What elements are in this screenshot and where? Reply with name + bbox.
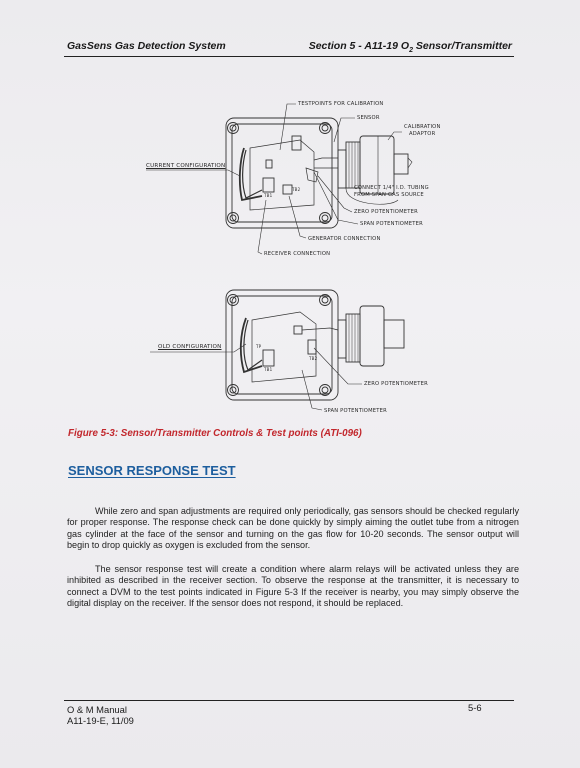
label-calibration: CALIBRATION xyxy=(404,124,441,130)
header-section-subscript: 2 xyxy=(409,47,413,55)
footer-manual-name: O & M Manual xyxy=(67,704,127,715)
page-number: 5-6 xyxy=(468,702,482,713)
label-tb1: TB1 xyxy=(264,193,273,198)
label-tb2-old: TB2 xyxy=(309,356,318,361)
label-current-configuration: CURRENT CONFIGURATION xyxy=(146,163,226,169)
label-adaptor: ADAPTOR xyxy=(409,131,436,137)
footer-rule xyxy=(64,700,514,701)
label-zero-potentiometer-old: ZERO POTENTIOMETER xyxy=(364,381,428,387)
label-span-potentiometer-old: SPAN POTENTIOMETER xyxy=(324,408,387,414)
label-sensor: SENSOR xyxy=(357,115,380,121)
section-title: SENSOR RESPONSE TEST xyxy=(68,463,236,478)
label-tb1-old: TB1 xyxy=(264,367,273,372)
label-connect-tubing-2: FROM SPAN GAS SOURCE xyxy=(354,192,424,198)
label-span-potentiometer: SPAN POTENTIOMETER xyxy=(360,221,423,227)
label-testpoints: TESTPOINTS FOR CALIBRATION xyxy=(298,101,384,107)
old-sensor xyxy=(346,306,404,366)
footer-document-info xyxy=(67,704,134,726)
paragraph-2: The sensor response test will create a condition where alarm relays will be activated unless they are inhibited as described in the receiver section. To observe the response at the transmitter, it is necessary to connect a DVM to the test points indicated in Figure 5-3 If the receiver is nearby, you may simply observe the digital display on the receiver. If the sensor does not respond, it should be replaced. xyxy=(67,564,519,608)
label-tb2: TB2 xyxy=(292,187,301,192)
header-section-suffix: Sensor/Transmitter xyxy=(412,40,512,52)
paragraph-1: While zero and span adjustments are required only periodically, gas sensors should be checked regularly for proper response. The response check can be done quickly by simply aiming the outlet tube from a nitrogen gas cylinder at the face of the sensor and turning on the gas flow for 10-20 seconds. The sensor output will begin to drop quickly as oxygen is excluded from the sensor. xyxy=(67,506,519,550)
label-zero-potentiometer: ZERO POTENTIOMETER xyxy=(354,209,418,215)
label-receiver-connection: RECEIVER CONNECTION xyxy=(264,251,331,257)
label-generator-connection: GENERATOR CONNECTION xyxy=(308,236,381,242)
current-enclosure xyxy=(226,118,346,228)
label-tp-old: TP xyxy=(256,344,262,349)
footer-revision: A11-19-E, 11/09 xyxy=(67,715,134,726)
label-old-configuration: OLD CONFIGURATION xyxy=(158,344,222,350)
header-title: GasSens Gas Detection System xyxy=(67,40,226,52)
figure-caption: Figure 5-3: Sensor/Transmitter Controls & Test points (ATI-096) xyxy=(68,428,362,439)
label-connect-tubing-1: CONNECT 1/4" I.D. TUBING xyxy=(354,185,429,191)
header-section-prefix: Section 5 - A11-19 O xyxy=(308,40,410,52)
